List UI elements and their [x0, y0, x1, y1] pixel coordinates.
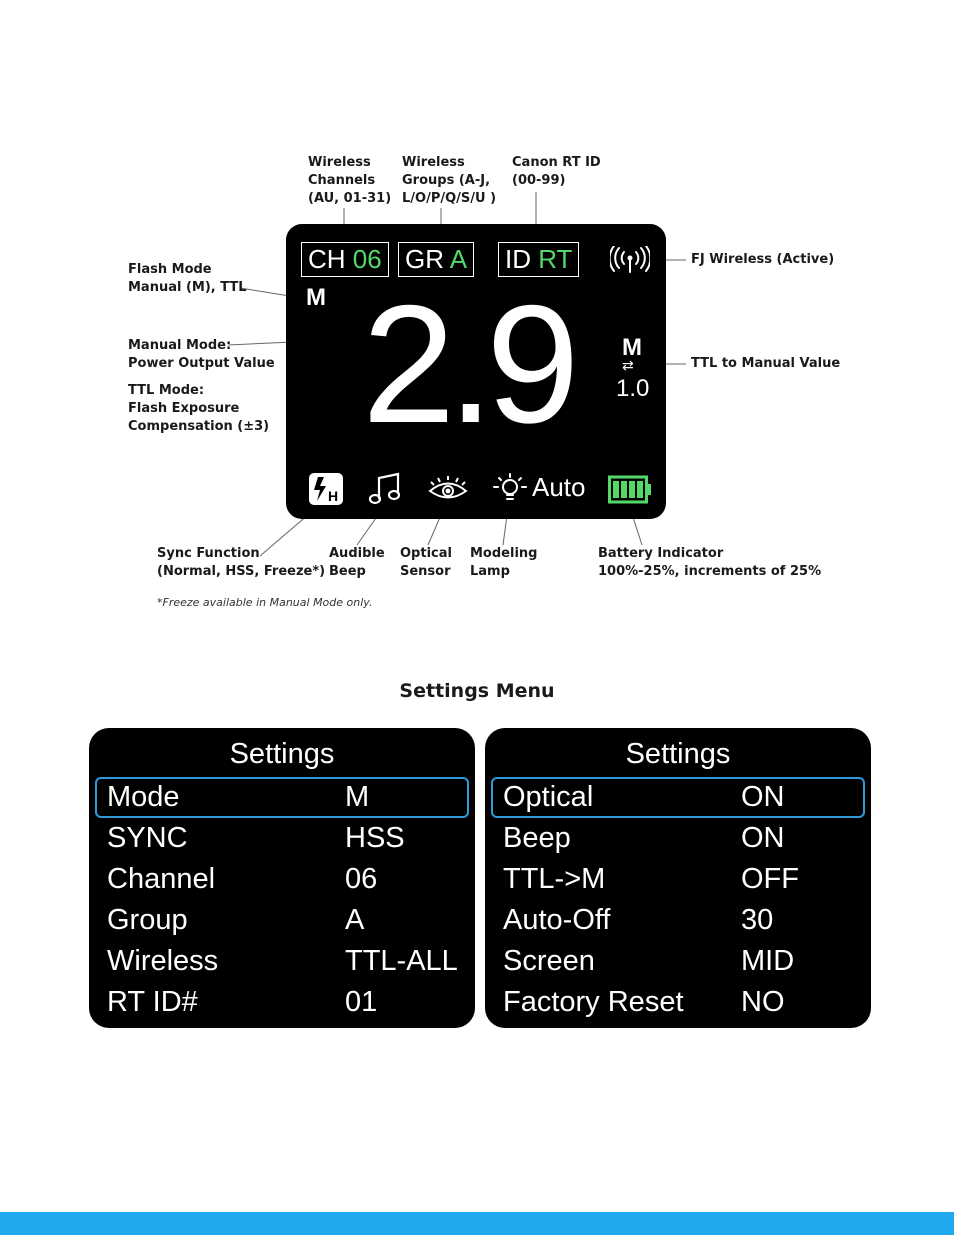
setting-label: Auto-Off: [503, 904, 611, 936]
callout-audible-beep: Audible Beep: [329, 546, 385, 579]
callout-flash-mode: Flash Mode Manual (M), TTL: [128, 262, 247, 295]
setting-row-screen[interactable]: [485, 941, 871, 982]
flash-display-screen: [286, 224, 666, 519]
setting-row-beep[interactable]: [485, 818, 871, 859]
callout-ttl-mode: TTL Mode: Flash Exposure Compensation (±3): [128, 383, 270, 434]
setting-row-sync[interactable]: [89, 818, 475, 859]
setting-row-mode[interactable]: [95, 777, 469, 818]
group-prefix: GR: [405, 244, 450, 274]
music-note-icon: [368, 472, 402, 506]
setting-label: Mode: [107, 781, 180, 813]
setting-row-group[interactable]: [89, 900, 475, 941]
setting-row-channel[interactable]: [89, 859, 475, 900]
callout-canon-rt-id: Canon RT ID (00-99): [512, 155, 601, 188]
light-bulb-icon: [492, 472, 528, 506]
setting-value: ON: [741, 781, 785, 813]
setting-value: ON: [741, 822, 785, 854]
wireless-antenna-icon: [610, 246, 650, 276]
callout-wireless-groups: Wireless Groups (A-J, L/O/P/Q/S/U ): [402, 155, 497, 206]
setting-label: SYNC: [107, 822, 188, 854]
rt-id-prefix: ID: [505, 244, 539, 274]
channel-value: 06: [352, 244, 382, 274]
setting-row-optical[interactable]: [491, 777, 865, 818]
setting-label: TTL->M: [503, 863, 606, 895]
setting-value: OFF: [741, 863, 799, 895]
callout-fj-wireless: FJ Wireless (Active): [691, 252, 835, 267]
footer-bar: [0, 1212, 954, 1235]
callout-wireless-channels: Wireless Channels (AU, 01-31): [308, 155, 392, 206]
callout-manual-mode: Manual Mode: Power Output Value: [128, 338, 275, 371]
setting-row-factory-reset[interactable]: [485, 982, 871, 1023]
svg-text:H: H: [328, 488, 339, 504]
setting-value: A: [345, 904, 365, 936]
setting-label: Factory Reset: [503, 986, 684, 1018]
setting-value: 06: [345, 863, 378, 895]
setting-value: MID: [741, 945, 795, 977]
callout-modeling-lamp: Modeling Lamp: [470, 546, 538, 579]
callout-optical-sensor: Optical Sensor: [400, 546, 452, 579]
panel-title: Settings: [625, 738, 731, 770]
power-output-value: 2.9: [362, 270, 572, 458]
callout-sync-function: Sync Function (Normal, HSS, Freeze*): [157, 546, 326, 579]
setting-label: Screen: [503, 945, 595, 977]
channel-prefix: CH: [308, 244, 353, 274]
ttl-swap-arrows-icon: ⇄: [622, 357, 634, 373]
setting-value: M: [345, 781, 370, 813]
setting-label: Group: [107, 904, 188, 936]
setting-row-ttl-m[interactable]: [485, 859, 871, 900]
settings-panel-2: [485, 728, 871, 1028]
setting-row-wireless[interactable]: [89, 941, 475, 982]
callout-battery-indicator: Battery Indicator 100%-25%, increments of 25%: [598, 546, 822, 579]
settings-menu-heading: Settings Menu: [399, 680, 555, 702]
setting-row-rt-id[interactable]: [89, 982, 475, 1023]
settings-panel-1: [89, 728, 475, 1028]
modeling-lamp-mode: Auto: [532, 472, 586, 502]
sync-hss-icon: [308, 472, 344, 506]
setting-value: 01: [345, 986, 378, 1018]
setting-label: RT ID#: [107, 986, 198, 1018]
setting-value: 30: [741, 904, 774, 936]
callout-ttl-to-manual: TTL to Manual Value: [691, 356, 841, 371]
eye-icon: [428, 474, 468, 506]
setting-label: Optical: [503, 781, 594, 813]
flash-mode-indicator: M: [306, 284, 326, 311]
panel-title: Settings: [229, 738, 335, 770]
group-value: A: [449, 244, 468, 274]
setting-value: TTL-ALL: [345, 945, 458, 977]
setting-label: Beep: [503, 822, 571, 854]
battery-icon: [608, 475, 652, 505]
setting-value: HSS: [345, 822, 405, 854]
footnote: *Freeze available in Manual Mode only.: [157, 596, 373, 609]
setting-row-auto-off[interactable]: [485, 900, 871, 941]
setting-label: Channel: [107, 863, 216, 895]
rt-id-value: RT: [538, 244, 573, 274]
setting-label: Wireless: [107, 945, 219, 977]
ttl-manual-value: 1.0: [616, 375, 650, 402]
ttl-manual-symbol: M: [622, 334, 642, 361]
setting-value: NO: [741, 986, 785, 1018]
